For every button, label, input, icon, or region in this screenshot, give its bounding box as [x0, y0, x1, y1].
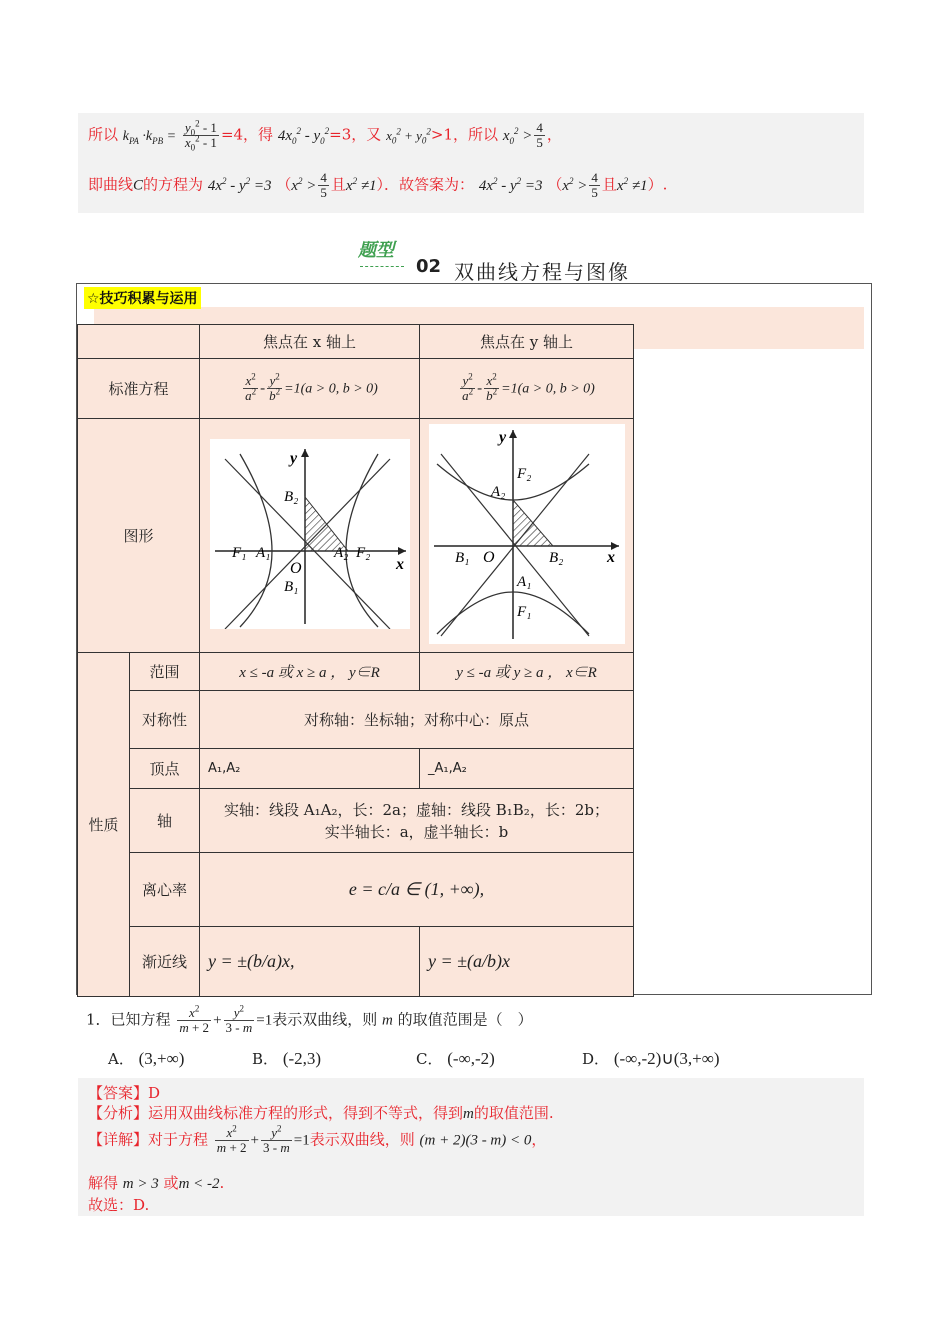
solution-text: 即曲线 — [88, 175, 134, 194]
detail-text: 表示双曲线，则 — [309, 1130, 415, 1149]
row-label-graph: 图形 — [78, 419, 200, 653]
math-fraction: $\frac{y^2}{b^2}$ — [269, 371, 281, 403]
solution-text: 且 — [601, 175, 617, 194]
option-b[interactable] — [252, 1048, 321, 1069]
analysis-text: 【分析】运用双曲线标准方程的形式，得到不等式，得到 — [88, 1104, 464, 1122]
section-tag: 题型 — [358, 240, 394, 261]
solution-text: （ — [547, 175, 563, 194]
analysis-text: 的取值范围. — [473, 1104, 554, 1122]
axis-label-y: y — [498, 428, 506, 446]
math-fraction: $\frac{y^2}{a^2}$ — [462, 371, 474, 403]
row-label-properties: 性质 — [78, 653, 130, 997]
math-fraction: $\frac{4}{5}$ — [536, 120, 543, 150]
prop-label-range: 范围 — [130, 653, 200, 691]
hyperbola-table — [77, 324, 634, 997]
solution-text: 且 — [330, 175, 346, 194]
row-label-standard-eq: 标准方程 — [78, 359, 200, 419]
question-text: 的取值范围是（ ） — [397, 1010, 533, 1029]
point-label-f1: F₁ — [516, 603, 531, 620]
point-label-b2: B₂ — [283, 488, 298, 505]
table-row — [78, 749, 634, 789]
math-ineq: m > 3 — [122, 1176, 159, 1192]
axis-label-x: x — [395, 555, 404, 573]
table-row — [78, 927, 634, 997]
solution-text: ）. — [647, 175, 668, 194]
point-label-a1: A₁ — [516, 573, 531, 590]
heading-underline — [360, 266, 404, 267]
axis-label-x: x — [606, 548, 615, 566]
option-letter: B． — [252, 1050, 279, 1068]
math-fraction: $\frac{y^2}{3 - m}$ — [263, 1123, 290, 1155]
math-fraction: $\frac{x^2}{a^2}$ — [245, 371, 257, 403]
graph-cell-x — [200, 419, 420, 653]
math-fraction: $\frac{4}{5}$ — [591, 170, 598, 200]
math-ineq: m < -2 — [178, 1176, 220, 1192]
math-eq: $4x^2 - y^2 =3$ — [478, 175, 543, 194]
point-label-f2: F₂ — [516, 465, 531, 482]
option-letter: C． — [416, 1050, 443, 1068]
table-cell — [78, 325, 200, 359]
section-title: 双曲线方程与图像 — [454, 260, 630, 284]
eccentricity-value: e = c/a ∈ (1, +∞), — [200, 853, 634, 927]
tip-label: ☆技巧积累与运用 — [84, 287, 201, 309]
math-kpa-kpb: $k_{PA} \cdot k_{PB}$ = — [122, 128, 177, 146]
detail-text: 【详解】对于方程 — [88, 1130, 209, 1149]
range-y: y ≤ -a 或 y ≥ a ， x∈R — [420, 653, 634, 691]
range-x: x ≤ -a 或 x ≥ a ， y∈R — [200, 653, 420, 691]
solution-text: （ — [276, 175, 292, 194]
math-ineq: $x^2 \ne 1$ — [345, 175, 377, 194]
solution-line-2 — [88, 171, 667, 200]
answer-line: 【答案】D — [88, 1084, 161, 1102]
prop-label-symmetry: 对称性 — [130, 691, 200, 749]
std-eq-y: $\frac{y^2}{a^2}$ - $\frac{x^2}{b^2}$ =1(a > 0, b > 0) — [420, 359, 634, 419]
option-letter: D． — [582, 1050, 610, 1068]
math-var: m — [382, 1012, 393, 1029]
math-fraction: $\frac{x^2}{m + 2}$ — [179, 1003, 210, 1035]
answer-box — [78, 1078, 864, 1216]
section-heading — [358, 236, 678, 284]
math-ineq: $x^2$ > — [562, 175, 588, 194]
prop-label-vertex: 顶点 — [130, 749, 200, 789]
math-ineq: $x^2 \ne 1$ — [616, 175, 648, 194]
solution-text: 的方程为 — [143, 175, 204, 194]
solution-text: >1，所以 — [430, 125, 499, 144]
question-text: 表示双曲线，则 — [272, 1010, 378, 1029]
point-label-a2: A₂ — [333, 544, 348, 561]
table-row — [78, 691, 634, 749]
table-row — [78, 325, 634, 359]
detail-text: ， — [531, 1130, 547, 1149]
math-fraction: $\frac{x^2}{m + 2}$ — [216, 1123, 247, 1155]
option-value: (-∞,-2) — [447, 1049, 495, 1068]
origin-label: O — [482, 548, 495, 566]
solution-line-1 — [88, 118, 562, 153]
hyperbola-x-graph — [210, 439, 410, 629]
vertex-y: _A₁,A₂ — [420, 749, 634, 789]
solve-text: 解得 — [88, 1174, 119, 1192]
solution-text: ， — [546, 125, 562, 144]
std-eq-x: $\frac{x^2}{a^2}$ - $\frac{y^2}{b^2}$ =1(a > 0, b > 0) — [200, 359, 420, 419]
table-row — [78, 359, 634, 419]
axis-label-y: y — [289, 449, 297, 467]
option-value: (3,+∞) — [138, 1049, 185, 1068]
point-label-b1: B₁ — [283, 578, 298, 595]
table-row — [78, 853, 634, 927]
prop-label-eccentricity: 离心率 — [130, 853, 200, 927]
math-eq: $4x^2 - y^2 =3$ — [207, 175, 272, 194]
solution-box — [78, 113, 864, 213]
asymptote-y: y = ±(a/b)x — [420, 927, 634, 997]
math-fraction: $\frac{y^2}{3 - m}$ — [225, 1003, 253, 1035]
header-focus-x: 焦点在 x 轴上 — [200, 325, 420, 359]
point-label-a2: A₂ — [490, 483, 505, 500]
prop-label-axis: 轴 — [130, 789, 200, 853]
math-ineq: $x_0^2 + y_0^2$ — [386, 126, 431, 146]
asymptote-x: y = ±(b/a)x, — [200, 927, 420, 997]
header-focus-y: 焦点在 y 轴上 — [420, 325, 634, 359]
option-letter: A． — [108, 1050, 134, 1068]
point-label-a1: A₁ — [255, 544, 270, 561]
question-text: 1．已知方程 — [86, 1010, 171, 1029]
axis-value — [200, 789, 634, 853]
analysis-line — [88, 1102, 554, 1123]
point-label-f1: F₁ — [231, 544, 246, 561]
section-number: 02 — [416, 256, 442, 277]
axis-line-2: 实半轴长：a，虚半轴长：b — [324, 822, 509, 841]
solution-text: 所以 — [88, 125, 119, 144]
graph-cell-y — [420, 419, 634, 653]
math-eq: $4x_0^2 - y_0^2$ — [277, 125, 330, 146]
point-label-b2: B₂ — [548, 549, 563, 566]
solve-line — [88, 1172, 224, 1193]
option-c[interactable] — [416, 1048, 495, 1069]
math-ineq: (m + 2)(3 - m) < 0 — [419, 1132, 532, 1149]
option-d[interactable] — [582, 1048, 720, 1069]
solution-text: =3，又 — [329, 125, 382, 144]
math-fraction: $\frac{y_0^2 - 1}{x_0^2 - 1}$ — [184, 118, 217, 153]
table-row — [78, 789, 634, 853]
question-1: 1．已知方程 $\frac{x^2}{m + 2}$ + $\frac{y^2}{3 - m}$ =1表示双曲线，则 m 的取值范围是（ ） — [86, 1003, 533, 1035]
hyperbola-y-graph — [429, 424, 625, 644]
option-a[interactable] — [108, 1048, 184, 1069]
detail-line: 【详解】对于方程 $\frac{x^2}{m + 2}$ + $\frac{y^2}{3 - m}$ =1表示双曲线，则 (m + 2)(3 - m) < 0， — [88, 1123, 547, 1155]
option-value: (-∞,-2)∪(3,+∞) — [613, 1049, 720, 1068]
vertex-x: A₁,A₂ — [200, 749, 420, 789]
option-value: (-2,3) — [282, 1049, 322, 1068]
solution-text: ）．故答案为： — [376, 175, 475, 194]
prop-label-asymptote: 渐近线 — [130, 927, 200, 997]
math-fraction: $\frac{x^2}{b^2}$ — [486, 371, 498, 403]
point-label-f2: F₂ — [355, 544, 370, 561]
solve-text: . — [219, 1174, 225, 1192]
symmetry-value: 对称轴：坐标轴；对称中心：原点 — [200, 691, 634, 749]
point-label-b1: B₁ — [454, 549, 469, 566]
axis-line-1: 实轴：线段 A₁A₂，长：2a；虚轴：线段 B₁B₂，长：2b； — [224, 800, 609, 819]
solution-text: =4，得 — [220, 125, 274, 144]
math-var: m — [463, 1106, 474, 1122]
choice-line: 故选：D. — [88, 1196, 150, 1214]
math-ineq: $x_0^2$ > — [502, 125, 533, 146]
math-fraction: $\frac{4}{5}$ — [320, 170, 327, 200]
math-ineq: $x^2$ > — [291, 175, 317, 194]
table-row — [78, 419, 634, 653]
origin-label: O — [289, 559, 302, 577]
table-row — [78, 653, 634, 691]
math-var: C — [133, 177, 144, 194]
solve-text: 或 — [163, 1174, 179, 1192]
